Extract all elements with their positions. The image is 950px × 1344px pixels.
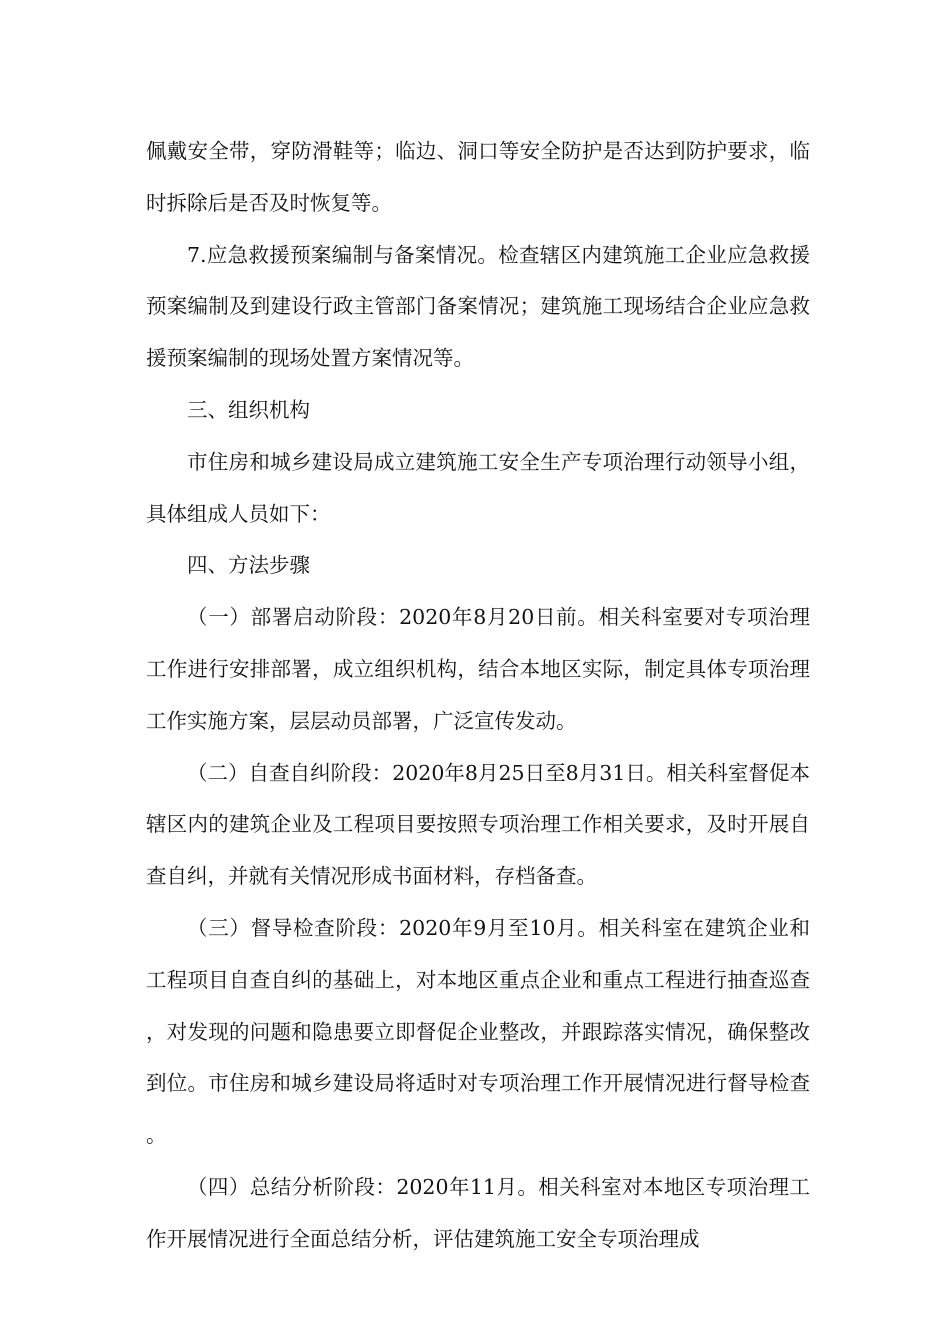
- paragraph-emergency-plan: 7.应急救援预案编制与备案情况。检查辖区内建筑施工企业应急救援预案编制及到建设行政主管部门备案情况；建筑施工现场结合企业应急救援预案编制的现场处置方案情况等。: [146, 242, 810, 371]
- heading-organization: 三、组织机构: [187, 397, 310, 422]
- document-body: [146, 126, 810, 1266]
- heading-method-steps: 四、方法步骤: [187, 553, 310, 578]
- paragraph-stage-deployment: （一）部署启动阶段：2020年8月20日前。相关科室要对专项治理工作进行安排部署，成立组织机构，结合本地区实际，制定具体专项治理工作实施方案，层层动员部署，广泛宣传发动。: [146, 605, 810, 733]
- paragraph-safety-protection: 佩戴安全带，穿防滑鞋等；临边、洞口等安全防护是否达到防护要求，临时拆除后是否及时恢复等。: [146, 139, 810, 215]
- paragraph-stage-inspection: （三）督导检查阶段：2020年9月至10月。相关科室在建筑企业和工程项目自查自纠的基础上，对本地区重点企业和重点工程进行抽查巡查，对发现的问题和隐患要立即督促企业整改，并跟踪落实情况，确保整改到位。市住房和城乡建设局将适时对专项治理工作开展情况进行督导检查。: [146, 915, 810, 1148]
- paragraph-leading-group: 市住房和城乡建设局成立建筑施工安全生产专项治理行动领导小组，具体组成人员如下：: [146, 449, 810, 526]
- paragraph-stage-self-check: （二）自查自纠阶段：2020年8月25日至8月31日。相关科室督促本辖区内的建筑企业及工程项目要按照专项治理工作相关要求，及时开展自查自纠，并就有关情况形成书面材料，存档备查。: [146, 760, 810, 889]
- paragraph-stage-summary: （四）总结分析阶段：2020年11月。相关科室对本地区专项治理工作开展情况进行全面总结分析，评估建筑施工安全专项治理成: [146, 1174, 810, 1251]
